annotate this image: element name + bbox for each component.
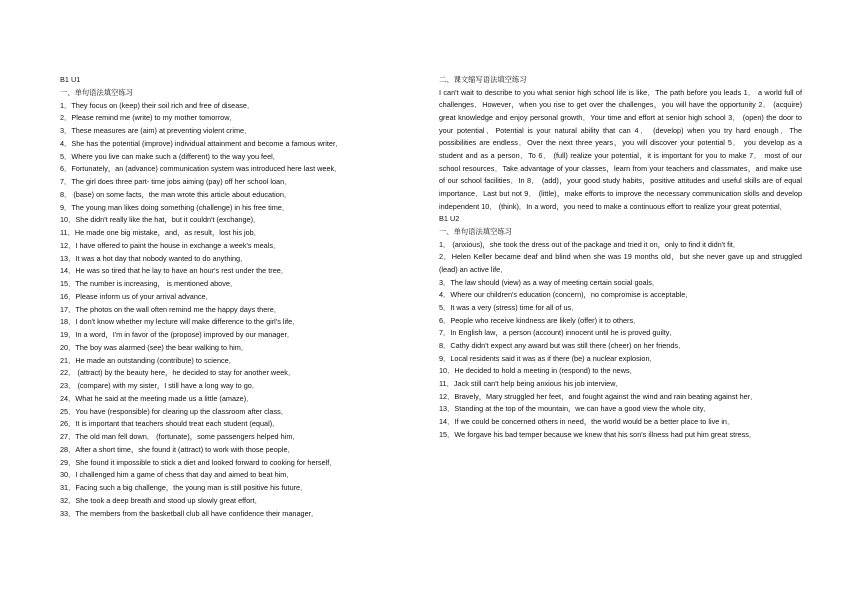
exercise-item: 29．She found it impossible to stick a diet and looked forward to cooking for herself． bbox=[60, 457, 337, 467]
exercise-item: 32．She took a deep breath and stood up slowly great effort． bbox=[60, 495, 262, 505]
left-column bbox=[60, 74, 400, 520]
exercise-item: 5．It was a very (stress) time for all of us． bbox=[439, 303, 579, 313]
exercise-item: 26．It is important that teachers should treat each student (equal)． bbox=[60, 419, 280, 429]
exercise-item: 15．We forgave his bad temper because we knew that his son's illness had put him great stress． bbox=[439, 429, 757, 439]
exercise-item: 21．He made an outstanding (contribute) to science． bbox=[60, 355, 237, 365]
exercise-item: 17．The photos on the wall often remind me the happy days there． bbox=[60, 304, 282, 314]
exercise-item: 30．I challenged him a game of chess that day and aimed to beat him． bbox=[60, 470, 294, 480]
exercise-item: 11．Jack still can't help being anxious his job interview． bbox=[439, 379, 623, 389]
section-title-2: 一、单句语法填空练习 bbox=[439, 227, 512, 237]
exercise-item: 6．Fortunately，an (advance) communication system was introduced here last week． bbox=[60, 164, 342, 174]
unit-title: B1 U1 bbox=[60, 75, 81, 84]
exercise-item: 1．They focus on (keep) their soil rich and free of disease． bbox=[60, 100, 255, 110]
exercise-item: 11．He made one big mistake，and，as result，lost his job． bbox=[60, 228, 262, 237]
exercise-item: 1． (anxious)，she took the dress out of the package and tried it on，only to find it didn't fit． bbox=[439, 239, 741, 249]
exercise-item: 5．Where you live can make such a (different) to the way you feel． bbox=[60, 151, 281, 161]
exercise-item: 2．Helen Keller became deaf and blind when she was 19 months old，but she never gave up and struggled (lead) an active life． bbox=[439, 252, 802, 275]
exercise-item: 14．He was so tired that he lay to have an hour's rest under the tree． bbox=[60, 266, 289, 276]
exercise-item: 8． (base) on some facts，the man wrote this article about education． bbox=[60, 189, 292, 199]
exercise-item: 27．The old man fell down． (fortunate)，some passengers helped him． bbox=[60, 432, 300, 441]
exercise-item: 13．Standing at the top of the mountain，we can have a good view the whole city． bbox=[439, 404, 711, 414]
exercise-item: 10．She didn't really like the hat，but it couldn't (exchange)． bbox=[60, 215, 261, 225]
section-title: 一、单句语法填空练习 bbox=[60, 87, 133, 97]
unit-title-2: B1 U2 bbox=[439, 214, 460, 224]
exercise-item: 19．In a word，I'm in favor of the (propose) improved by our manager． bbox=[60, 330, 295, 339]
exercise-item: 3．These measures are (aim) at preventing violent crime． bbox=[60, 126, 252, 135]
exercise-item: 24．What he said at the meeting made us a little (amaze)． bbox=[60, 393, 254, 403]
exercise-item: 12．I have offered to paint the house in exchange a week's meals． bbox=[60, 240, 281, 250]
exercise-item: 13．It was a hot day that nobody wanted to do anything． bbox=[60, 253, 248, 263]
exercise-item: 2．Please remind me (write) to my mother tomorrow． bbox=[60, 113, 237, 123]
exercise-item: 31．Facing such a big challenge，the young man is still positive his future． bbox=[60, 483, 308, 492]
right-column bbox=[439, 74, 802, 441]
exercise-item: 6．People who receive kindness are likely (offer) it to others． bbox=[439, 315, 641, 325]
exercise-item: 9．Local residents said it was as if there (be) a nuclear explosion． bbox=[439, 353, 657, 363]
summary-paragraph: I can't wait to describe to you what senior high school life is like．The path before you leads 1． a world full of challenges．However，when you rise to get over the challenges，you will have the opportunity 2． (acquire) great knowledge and enjoy personal growth．Your time and effort at senior high school 3． (open) the door to your potential．Potential is your natural ability that can 4． (develop) when you try hard enough．The possibilities are endless．Over the next three years，you will discover your potential 5． you develop as a student and as a person．To 6． (full) realize your potential，it is important for you to make 7． most of our school resources．Take advantage of your classes，learn from your teachers and classmates，and make use of our school facilities．In 8． (add)，your good study habits，positive attitudes and useful skills are of equal importance．Last but not 9． (little)，make efforts to improve the necessary communication skills and develop independent 10． (think)．In a word，you need to make a continuous effort to realize your great potential． bbox=[439, 87, 802, 211]
exercise-list-2 bbox=[439, 239, 802, 442]
exercise-item: 28．After a short time，she found it (attract) to work with those people． bbox=[60, 444, 295, 454]
exercise-item: 8．Cathy didn't expect any award but was still there (cheer) on her friends． bbox=[439, 341, 686, 351]
exercise-item: 4．Where our children's education (concern)，no compromise is acceptable． bbox=[439, 290, 693, 300]
exercise-item: 33．The members from the basketball club all have confidence their manager． bbox=[60, 508, 319, 518]
exercise-item: 12．Bravely，Mary struggled her feet，and fought against the wind and rain beating against her． bbox=[439, 391, 758, 401]
exercise-item: 7．The girl does three part- time jobs aiming (pay) off her school loan． bbox=[60, 177, 292, 186]
exercise-item: 7．In English law，a person (account) innocent until he is proved guilty． bbox=[439, 328, 677, 338]
exercise-list bbox=[60, 100, 400, 521]
exercise-item: 22． (attract) by the beauty here，he decided to stay for another week． bbox=[60, 368, 296, 378]
summary-section-title: 二、课文缩写语法填空练习 bbox=[439, 75, 527, 84]
exercise-item: 18．I don't know whether my lecture will make difference to the girl's life． bbox=[60, 317, 300, 327]
exercise-item: 16．Please inform us of your arrival advance． bbox=[60, 291, 213, 301]
exercise-item: 4．She has the potential (improve) individual attainment and become a famous writer． bbox=[60, 138, 343, 148]
exercise-item: 20．The boy was alarmed (see) the bear walking to him． bbox=[60, 342, 249, 352]
exercise-item: 14．If we could be concerned others in need，the world would be a better place to live in． bbox=[439, 417, 735, 426]
exercise-item: 10．He decided to hold a meeting in (respond) to the news． bbox=[439, 366, 637, 376]
exercise-item: 3．The law should (view) as a way of meeting certain social goals． bbox=[439, 277, 660, 287]
exercise-item: 25．You have (responsible) for clearing up the classroom after class． bbox=[60, 406, 289, 416]
exercise-item: 9．The young man likes doing something (challenge) in his free time． bbox=[60, 202, 290, 212]
exercise-item: 15．The number is increasing， is mentioned above． bbox=[60, 279, 238, 288]
exercise-item: 23． (compare) with my sister，I still have a long way to go． bbox=[60, 381, 260, 390]
